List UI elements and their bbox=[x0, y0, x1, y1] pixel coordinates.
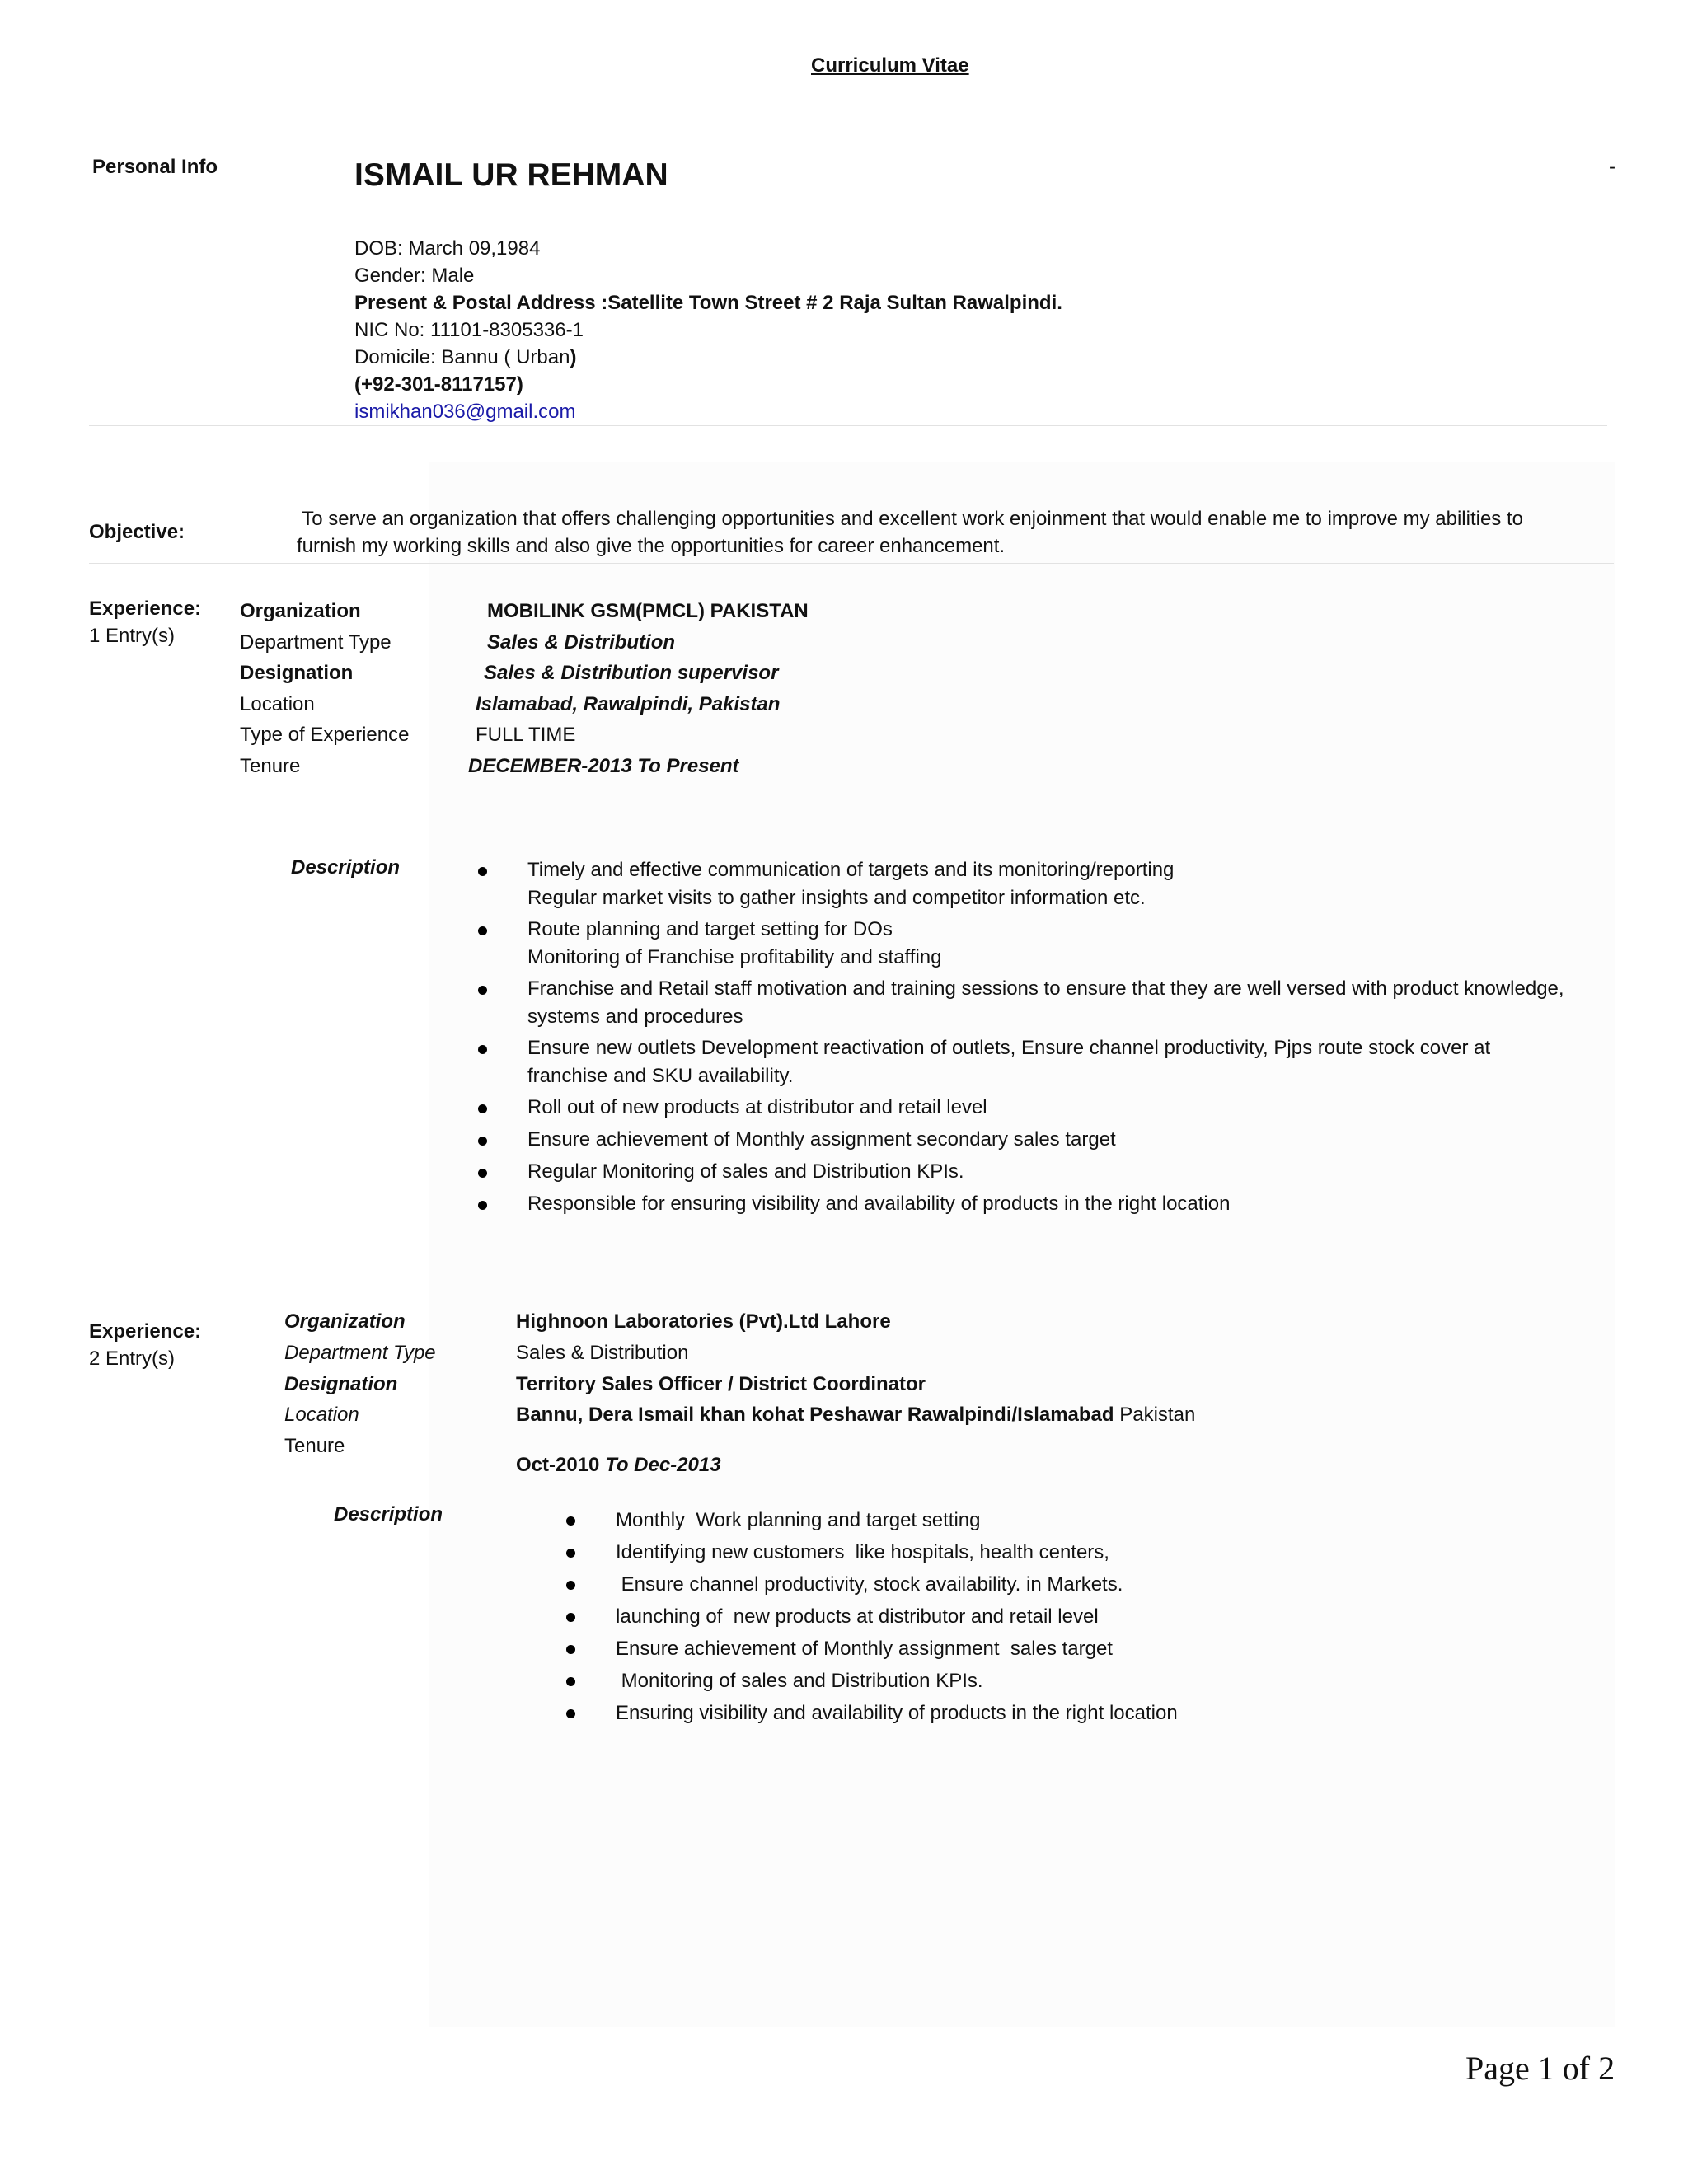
address-line bbox=[354, 290, 1062, 316]
bullet-icon bbox=[478, 1169, 487, 1178]
exp2-department-value: Sales & Distribution bbox=[516, 1342, 689, 1364]
exp1-organization-label: Organization bbox=[240, 600, 361, 622]
bullet-icon bbox=[566, 1709, 575, 1718]
exp2-bullet bbox=[566, 1665, 1555, 1697]
exp2-location-suffix: Pakistan bbox=[1114, 1404, 1196, 1426]
bullet-text: Monthly Work planning and target setting bbox=[616, 1509, 981, 1531]
bullet-icon bbox=[566, 1645, 575, 1654]
exp2-tenure-end: To Dec-2013 bbox=[605, 1454, 721, 1476]
exp2-location-value bbox=[516, 1402, 1195, 1427]
exp1-bullet bbox=[478, 975, 1632, 1031]
experience-2-entries: 2 Entry(s) bbox=[89, 1347, 176, 1370]
exp2-bullet bbox=[566, 1633, 1555, 1665]
bullet-icon bbox=[566, 1677, 575, 1686]
bullet-icon bbox=[566, 1581, 575, 1590]
divider-personal bbox=[89, 425, 1607, 426]
bullet-icon bbox=[566, 1549, 575, 1558]
bullet-text-cont: Regular market visits to gather insights and competitor information etc. bbox=[528, 887, 1146, 909]
exp2-description-list bbox=[566, 1504, 1555, 1729]
bullet-icon bbox=[478, 1045, 487, 1054]
bullet-text: Roll out of new products at distributor and retail level bbox=[528, 1096, 987, 1118]
dob-line: DOB: March 09,1984 bbox=[354, 237, 541, 260]
domicile-line bbox=[354, 344, 576, 370]
exp1-bullet bbox=[478, 1190, 1632, 1218]
exp2-location-label: Location bbox=[284, 1404, 359, 1426]
bullet-icon bbox=[566, 1516, 575, 1526]
divider-objective bbox=[89, 563, 1614, 564]
bullet-text: Monitoring of sales and Distribution KPIs. bbox=[616, 1670, 983, 1692]
exp1-bullet bbox=[478, 1094, 1632, 1122]
exp1-bullet bbox=[478, 916, 1632, 972]
exp2-bullet bbox=[566, 1601, 1555, 1633]
objective-label: Objective: bbox=[89, 521, 185, 543]
exp2-tenure-label: Tenure bbox=[284, 1435, 345, 1457]
exp2-bullet bbox=[566, 1568, 1555, 1601]
exp2-department-label: Department Type bbox=[284, 1342, 436, 1364]
exp1-organization-value: MOBILINK GSM(PMCL) PAKISTAN bbox=[487, 600, 809, 622]
objective-line-2: furnish my working skills and also give the opportunities for career enhancement. bbox=[297, 535, 1006, 557]
bullet-icon bbox=[478, 867, 487, 876]
domicile-text: Domicile: Bannu ( Urban bbox=[354, 346, 570, 368]
exp1-bullet bbox=[478, 1034, 1632, 1090]
exp2-tenure-start: Oct-2010 bbox=[516, 1454, 606, 1476]
domicile-close: ) bbox=[570, 346, 577, 368]
exp1-bullet bbox=[478, 856, 1632, 912]
personal-info-label: Personal Info bbox=[92, 156, 218, 178]
bullet-text: Responsible for ensuring visibility and availability of products in the right location bbox=[528, 1193, 1231, 1215]
bullet-text-cont: Monitoring of Franchise profitability and staffing bbox=[528, 946, 942, 968]
email-link[interactable]: ismikhan036@gmail.com bbox=[354, 401, 576, 423]
bullet-icon bbox=[478, 1201, 487, 1210]
bullet-text: Timely and effective communication of targets and its monitoring/reporting bbox=[528, 859, 1175, 881]
objective-line-1: To serve an organization that offers challenging opportunities and excellent work enjoinment that would enable me to improve my abilities to bbox=[297, 508, 1523, 530]
exp2-description-label: Description bbox=[334, 1503, 443, 1526]
exp1-description-label: Description bbox=[291, 856, 401, 879]
bullet-text: Identifying new customers like hospitals, health centers, bbox=[616, 1541, 1109, 1563]
exp2-organization-label: Organization bbox=[284, 1310, 406, 1333]
exp1-location-value: Islamabad, Rawalpindi, Pakistan bbox=[476, 693, 781, 715]
bullet-icon bbox=[566, 1613, 575, 1622]
bullet-text-cont: franchise and SKU availability. bbox=[528, 1065, 794, 1087]
exp1-description-list bbox=[478, 856, 1632, 1218]
bullet-text: Ensure new outlets Development reactivation of outlets, Ensure channel productivity, Pjps route stock cover at bbox=[528, 1037, 1491, 1059]
exp2-bullet bbox=[566, 1697, 1555, 1729]
document-title: Curriculum Vitae bbox=[811, 54, 969, 77]
address-label: Present & Postal Address : bbox=[354, 292, 608, 314]
page-number: Page 1 of 2 bbox=[1465, 2050, 1615, 2087]
address-value: Satellite Town Street # 2 Raja Sultan Rawalpindi. bbox=[607, 292, 1062, 314]
gender-line: Gender: Male bbox=[354, 265, 475, 287]
bullet-icon bbox=[478, 1137, 487, 1146]
bullet-text: launching of new products at distributor and retail level bbox=[616, 1605, 1099, 1628]
bullet-text-cont: systems and procedures bbox=[528, 1005, 743, 1028]
experience-1-entries: 1 Entry(s) bbox=[89, 625, 176, 647]
exp1-department-label: Department Type bbox=[240, 631, 392, 654]
exp1-location-label: Location bbox=[240, 693, 315, 715]
exp1-designation-label: Designation bbox=[240, 662, 354, 684]
exp2-designation-label: Designation bbox=[284, 1373, 398, 1395]
bullet-text: Regular Monitoring of sales and Distribution KPIs. bbox=[528, 1160, 964, 1183]
exp1-tenure-label: Tenure bbox=[240, 755, 301, 777]
exp2-location-main: Bannu, Dera Ismail khan kohat Peshawar Rawalpindi/Islamabad bbox=[516, 1404, 1114, 1426]
candidate-name: ISMAIL UR REHMAN bbox=[354, 157, 668, 193]
exp2-bullet bbox=[566, 1504, 1555, 1536]
exp1-bullet bbox=[478, 1126, 1632, 1154]
bullet-text: Ensure achievement of Monthly assignment sales target bbox=[616, 1638, 1113, 1660]
exp1-department-value: Sales & Distribution bbox=[487, 631, 676, 654]
exp2-designation-value: Territory Sales Officer / District Coordinator bbox=[516, 1373, 926, 1395]
experience-1-label: Experience: bbox=[89, 598, 202, 620]
exp1-tenure-value: DECEMBER-2013 To Present bbox=[468, 755, 739, 777]
bullet-icon bbox=[478, 1104, 487, 1113]
bullet-text: Franchise and Retail staff motivation and training sessions to ensure that they are well versed with product knowledge, bbox=[528, 977, 1564, 1000]
exp1-type-label: Type of Experience bbox=[240, 724, 410, 746]
nic-line: NIC No: 11101-8305336-1 bbox=[354, 319, 584, 341]
bullet-text: Route planning and target setting for DOs bbox=[528, 918, 893, 940]
exp1-bullet bbox=[478, 1158, 1632, 1186]
phone-line: (+92-301-8117157) bbox=[354, 373, 523, 396]
exp2-tenure-value bbox=[516, 1452, 721, 1478]
bullet-icon bbox=[478, 986, 487, 995]
exp1-designation-value: Sales & Distribution supervisor bbox=[484, 662, 779, 684]
bullet-text: Ensure achievement of Monthly assignment secondary sales target bbox=[528, 1128, 1116, 1151]
exp2-bullet bbox=[566, 1536, 1555, 1568]
bullet-text: Ensure channel productivity, stock availability. in Markets. bbox=[616, 1573, 1123, 1596]
bullet-text: Ensuring visibility and availability of products in the right location bbox=[616, 1702, 1178, 1724]
exp1-type-value: FULL TIME bbox=[476, 724, 576, 746]
experience-2-label: Experience: bbox=[89, 1320, 202, 1343]
exp2-organization-value: Highnoon Laboratories (Pvt).Ltd Lahore bbox=[516, 1310, 891, 1333]
bullet-icon bbox=[478, 926, 487, 935]
header-dash: - bbox=[1609, 156, 1615, 178]
